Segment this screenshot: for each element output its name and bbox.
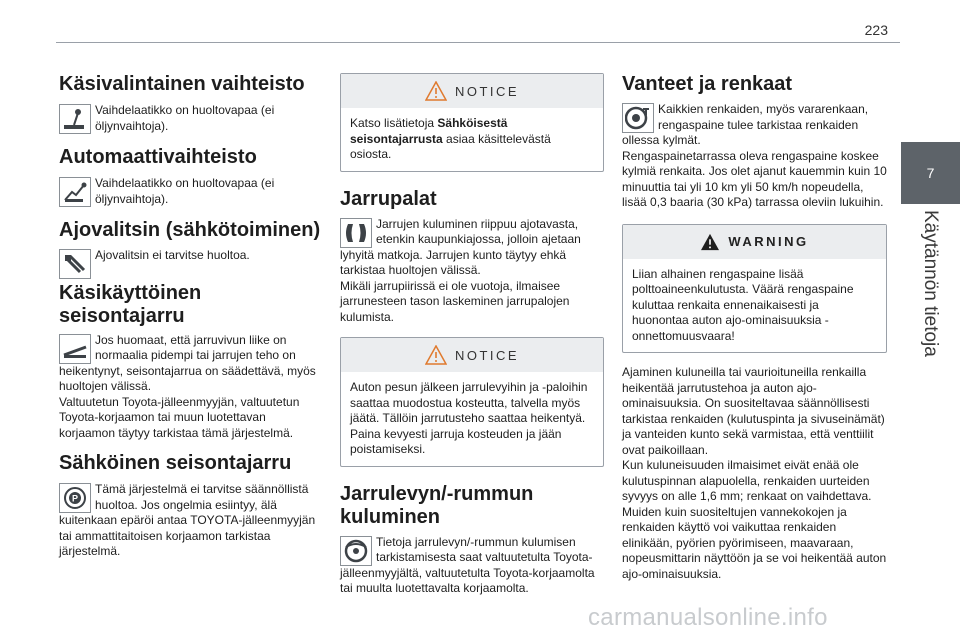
column-3 (622, 70, 887, 582)
auto-gearbox-text: Vaihdelaatikko on huoltovapaa (ei öljynvaihtoja). (95, 176, 275, 206)
warning-triangle-icon (700, 233, 720, 251)
notice-text-pre: Katso lisätietoja (350, 116, 438, 130)
column-1 (59, 70, 321, 560)
notice-header-2 (341, 338, 603, 372)
chapter-title: Käytännön tietoja (920, 210, 941, 357)
brake-pads-text: Jarrujen kuluminen riippuu ajotavasta, etenkin kaupunkiajossa, jolloin ajetaan lyhyitä matkoja. Jarrujen kunto täytyy ehkä tarkistaa huoltojen välissä. Mikäli jarrupiirissä ei ole vuotoja, ilmaisee jarrunesteen tason laskeminen jarrupalojen kulumista. (340, 216, 581, 324)
epb-entry (59, 482, 321, 560)
handbrake-entry (59, 333, 321, 442)
brake-disc-icon (340, 536, 372, 566)
warning-box-tyres (622, 224, 887, 354)
auto-gearbox-entry (59, 176, 321, 207)
brake-disc-text: Tietoja jarrulevyn/-rummun kulumisen tarkistamisesta saat valtuutetulta Toyota-jälleenmyyjältä, valtuutetulta Toyota-korjaamolta tai muulta luotettavalta korjaamolta. (340, 534, 595, 595)
handbrake-text: Jos huomaat, että jarruvivun liike on normaalia pidempi tai jarrujen teho on heikentynyt, seisontajarrua on säädettävä, myös huoltojen välissä. Valtuutetun Toyota-jälleenmyyjän, valtuutetun Toyota-korjaamon tai muun luotettavan korjaamon täytyy tarkistaa tämä järjestelmä. (59, 332, 316, 440)
svg-text:P: P (71, 493, 79, 504)
brake-pads-icon (340, 218, 372, 248)
warning-label: WARNING (728, 234, 809, 249)
notice-text-post: asiaa käsittelevästä osiosta. (350, 131, 551, 161)
section-title-auto-gearbox: Automaattivaihteisto (59, 146, 257, 168)
page-number: 223 (864, 22, 888, 38)
warning-triangle-icon (425, 345, 447, 365)
section-title-tyres: Vanteet ja renkaat (622, 73, 793, 95)
section-title-brake-disc: Jarrulevyn/-rummun kuluminen (340, 482, 534, 528)
section-title-brake-pads: Jarrupalat (340, 187, 437, 210)
tyres-entry (622, 102, 887, 211)
notice-body (341, 108, 603, 171)
section-title-selector: Ajovalitsin (sähkötoiminen) (59, 219, 321, 241)
notice-box-epb (340, 73, 604, 172)
warning-header (623, 225, 886, 259)
notice-body-2: Auton pesun jälkeen jarrulevyihin ja -paloihin saattaa muodostua kosteutta, talvella myös jäätä. Tällöin jarrutusteho saattaa heikentyä. Paina kevyesti jarruja kosteuden ja jään poistamiseksi. (350, 380, 588, 456)
notice-label-2: NOTICE (454, 347, 520, 363)
tyre-icon (622, 103, 654, 133)
selector-text: Ajovalitsin ei tarvitse huoltoa. (95, 248, 250, 262)
header-rule (56, 42, 900, 43)
auto-gearbox-icon (59, 177, 91, 207)
section-title-epb: Sähköinen seisontajarru (59, 452, 292, 474)
tyres-text-2: Ajaminen kuluneilla tai vaurioituneilla renkailla heikentää jarrutustehoa ja auton ajo-ominaisuuksia. On suositeltavaa säännöllisesti tarkistaa renkaiden (kulutuspinta ja sivuseinämät) ja vanteiden kunto sekä varmistaa, että venttiilit ovat paikoillaan. Kun kuluneisuuden ilmaisimet eivät enää ole kulutuspinnan alapuolella, renkaiden uurteiden syvyys on alle 1,6 mm; renkaat on vaihdettava. Muiden kuin suositeltujen vannekokojen ja renkaiden käyttö voi vaikuttaa renkaiden elinikään, pyörien pyörimiseen, maavaraan, nopeusmittarin näyttöön ja se voi heikentää auton ajo-ominaisuuksia. (622, 365, 887, 581)
electric-parking-brake-icon (59, 483, 91, 513)
section-title-manual-gearbox: Käsivalintainen vaihteisto (59, 73, 305, 95)
gear-lever-icon (59, 104, 91, 134)
handbrake-icon (59, 334, 91, 364)
tyres-text: Kaikkien renkaiden, myös vararenkaan, rengaspaine tulee tarkistaa renkaiden ollessa kylmät. Rengaspainetarrassa oleva rengaspaine koskee kylmiä renkaita. Jos olet ajanut kauemmin kuin 10 minuuttia tai yli 10 km yli 50 km/h nopeudella, lisää 0,3 baaria (30 kPa) tarrassa oleviin lukuihin. (622, 102, 887, 209)
warning-triangle-icon (425, 81, 447, 101)
chapter-tab[interactable]: 7 (901, 142, 960, 204)
selector-entry (59, 248, 321, 264)
warning-body: Liian alhainen rengaspaine lisää polttoaineenkulutusta. Väärä rengaspaine kuluttaa renkaita ennenaikaisesti ja huonontaa auton ajo-ominaisuuksia - onnettomuusvaara! (632, 266, 854, 343)
selector-icon (59, 249, 91, 279)
notice-box-washing (340, 337, 604, 467)
notice-text-bold: Sähköisestä seisontajarrusta (350, 116, 508, 146)
section-title-handbrake: Käsikäyttöinen seisontajarru (59, 281, 202, 327)
manual-gearbox-text: Vaihdelaatikko on huoltovapaa (ei öljynvaihtoja). (95, 103, 275, 133)
notice-label: NOTICE (454, 83, 520, 99)
column-2 (340, 70, 604, 597)
watermark: carmanualsonline.info (588, 604, 828, 631)
epb-text: Tämä järjestelmä ei tarvitse säännöllistä huoltoa. Jos ongelmia esiintyy, älä kuitenkaan epäröi antaa TOYOTA-jälleenmyyjän tai ammattitaitoisen korjaamon tarkistaa järjestelmä. (59, 482, 316, 558)
notice-header (341, 74, 603, 108)
brake-disc-entry (340, 535, 604, 597)
manual-gearbox-entry (59, 103, 321, 134)
brake-pads-entry (340, 217, 604, 326)
